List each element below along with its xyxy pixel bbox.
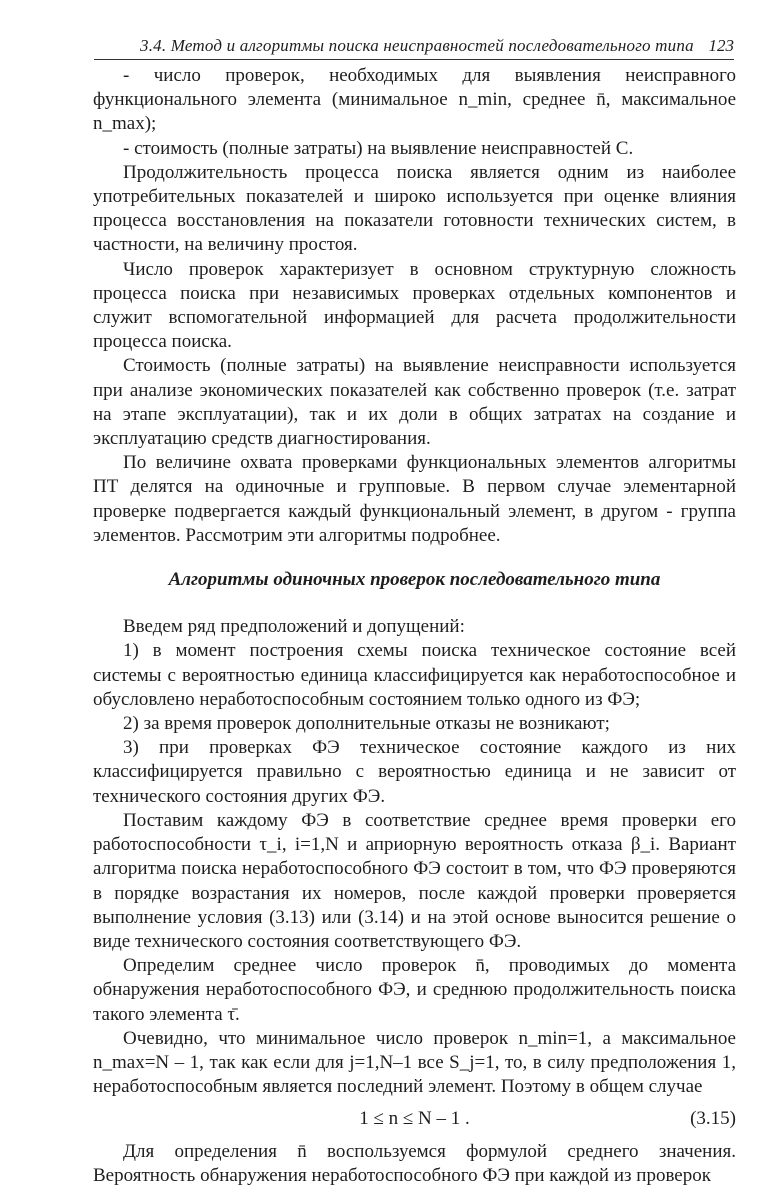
paragraph: Стоимость (полные затраты) на выявление неисправности используется при анализе экономических показателей как собственно проверок (т.е. затрат на этапе эксплуатации), так и их доли в общих затратах на создание и эксплуатацию средств диагностирования.	[93, 355, 736, 450]
paragraph: По величине охвата проверками функциональных элементов алгоритмы ПТ делятся на одиночные и групповые. В первом случае элементарной проверке подвергается каждый функциональный элемент, в другом - группа элементов. Рассмотрим эти алгоритмы подробнее.	[93, 452, 736, 546]
formula-expression: 1 ≤ n ≤ N – 1 .	[359, 1108, 470, 1130]
running-header-title: 3.4. Метод и алгоритмы поиска неисправностей последовательного типа	[140, 36, 694, 55]
running-header	[94, 34, 734, 60]
paragraph: - число проверок, необходимых для выявления неисправного функционального элемента (минимальное n_min, среднее n̄, максимальное n_max);	[93, 65, 736, 135]
paragraph: Продолжительность процесса поиска является одним из наиболее употребительных показателей и широко используется при оценке влияния процесса восстановления на показатели готовности технических систем, в частности, на величину простоя.	[93, 161, 736, 256]
paragraph: Введем ряд предположений и допущений:	[123, 616, 465, 638]
paragraph: Поставим каждому ФЭ в соответствие среднее время проверки его работоспособности τ_i, i=1,N и априорную вероятность отказа β_i. Вариант алгоритма поиска неработоспособного ФЭ состоит в том, что ФЭ проверяются в порядке возрастания их номеров, после каждой проверки проверяется выполнение условия (3.13) или (3.14) и на этой основе выносится решение о виде технического состояния соответствующего ФЭ.	[93, 809, 736, 952]
paragraph: Очевидно, что минимальное число проверок n_min=1, а максимальное n_max=N – 1, так как если для j=1,N–1 все S_j=1, то, в силу предположения 1, неработоспособным является последний элемент. Поэтому в общем случае	[93, 1027, 736, 1098]
formula	[93, 1107, 736, 1131]
paragraph: 1) в момент построения схемы поиска техническое состояние всей системы с вероятностью единица классифицируется как неработоспособное и обусловлено неработоспособным состоянием только одного из ФЭ;	[93, 640, 736, 710]
page-number: 123	[708, 36, 734, 55]
paragraph: 2) за время проверок дополнительные отказы не возникают;	[123, 713, 610, 735]
paragraph: Определим среднее число проверок n̄, проводимых до момента обнаружения неработоспособного ФЭ, и среднюю продолжительность поиска такого элемента τ̄.	[93, 955, 736, 1025]
equation-number: (3.15)	[690, 1108, 736, 1130]
paragraph: 3) при проверках ФЭ техническое состояние каждого из них классифицируется правильно с вероятностью единица и не зависит от технического состояния других ФЭ.	[93, 737, 736, 807]
paragraph: Число проверок характеризует в основном структурную сложность процесса поиска при независимых проверках отдельных компонентов и служит вспомогательной информацией для расчета продолжительности процесса поиска.	[93, 258, 736, 353]
section-heading: Алгоритмы одиночных проверок последовательного типа	[168, 569, 661, 591]
paragraph: - стоимость (полные затраты) на выявление неисправностей С.	[123, 137, 634, 159]
header-rule	[94, 59, 734, 60]
paragraph: Для определения n̄ воспользуемся формулой среднего значения. Вероятность обнаружения неработоспособного ФЭ при каждой из проверок	[93, 1140, 736, 1186]
body-text	[93, 64, 736, 1188]
